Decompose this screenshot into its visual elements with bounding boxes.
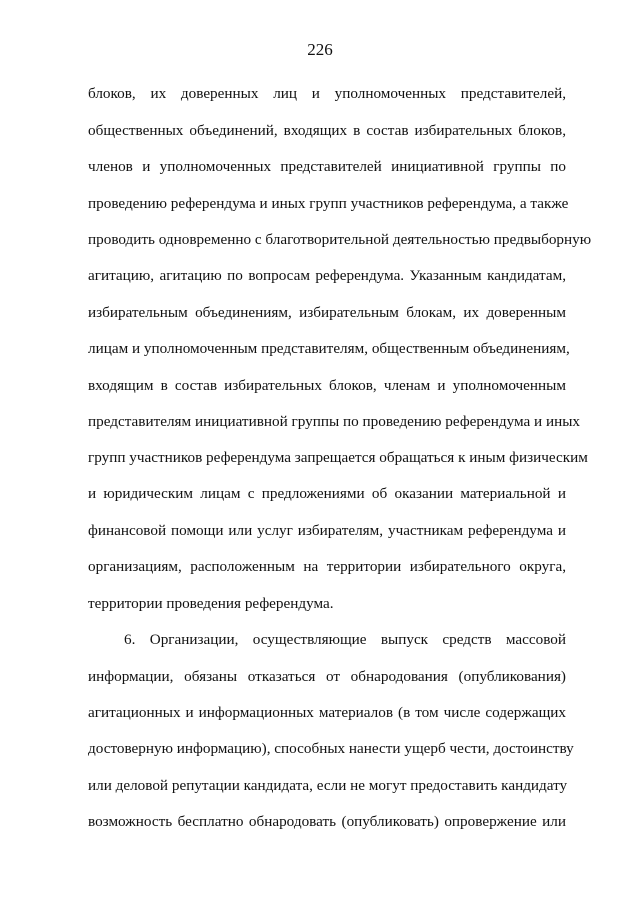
- text-line: финансовой помощи или услуг избирателям, участникам референдума и: [88, 522, 566, 539]
- text-line: территории проведения референдума.: [88, 595, 334, 612]
- text-line: входящим в состав избирательных блоков, членам и уполномоченным: [88, 377, 566, 394]
- text-line: возможность бесплатно обнародовать (опубликовать) опровержение или: [88, 813, 566, 830]
- text-line: представителям инициативной группы по проведению референдума и иных: [88, 413, 581, 430]
- text-line: лицам и уполномоченным представителям, общественным объединениям,: [88, 340, 570, 357]
- text-line: групп участников референдума запрещается обращаться к иным физическим: [88, 449, 588, 466]
- text-line: общественных объединений, входящих в состав избирательных блоков,: [88, 122, 566, 139]
- text-line: блоков, их доверенных лиц и уполномоченных представителей,: [88, 85, 566, 102]
- text-line: избирательным объединениям, избирательным блокам, их доверенным: [88, 304, 566, 321]
- text-line: агитацию, агитацию по вопросам референдума. Указанным кандидатам,: [88, 267, 566, 284]
- text-line: организациям, расположенным на территории избирательного округа,: [88, 558, 566, 575]
- text-line: и юридическим лицам с предложениями об оказании материальной и: [88, 485, 566, 502]
- text-line: агитационных и информационных материалов (в том числе содержащих: [88, 704, 566, 721]
- text-line: проводить одновременно с благотворительной деятельностью предвыборную: [88, 231, 592, 248]
- text-line: членов и уполномоченных представителей инициативной группы по: [88, 158, 566, 175]
- text-line: или деловой репутации кандидата, если не могут предоставить кандидату: [88, 777, 568, 794]
- page-number: 226: [307, 40, 333, 59]
- text-line: проведению референдума и иных групп участников референдума, а также: [88, 195, 569, 212]
- text-line: 6. Организации, осуществляющие выпуск средств массовой: [124, 631, 566, 648]
- text-line: информации, обязаны отказаться от обнародования (опубликования): [88, 668, 566, 685]
- text-line: достоверную информацию), способных нанести ущерб чести, достоинству: [88, 740, 574, 757]
